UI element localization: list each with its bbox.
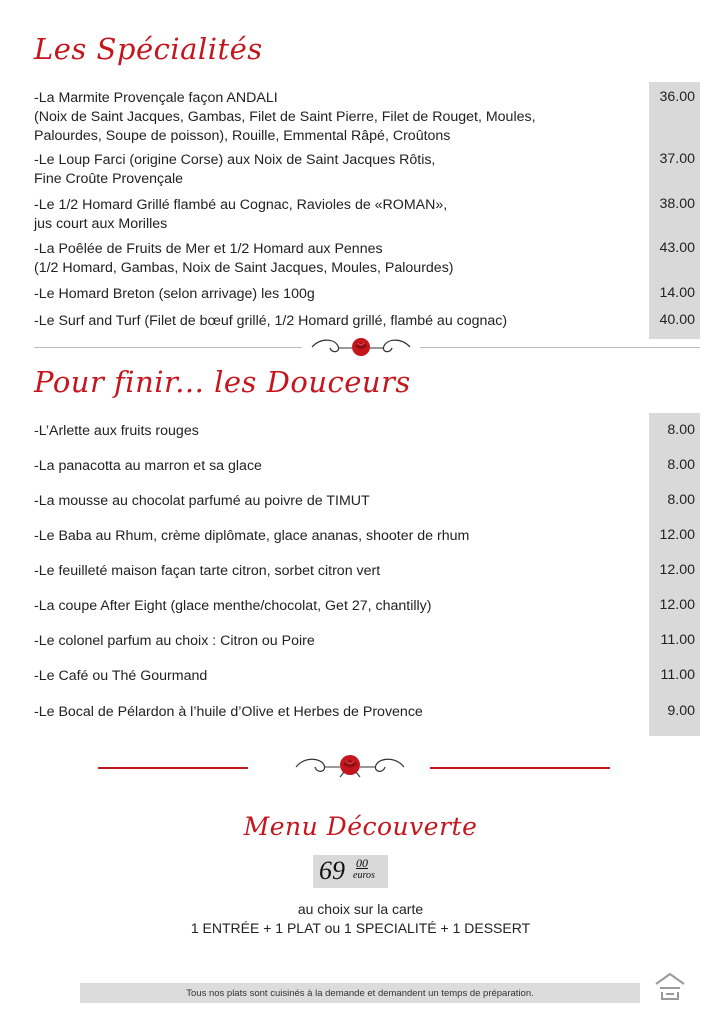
item-price: 8.00 bbox=[667, 492, 695, 508]
list-item bbox=[34, 492, 634, 511]
list-item bbox=[34, 667, 634, 686]
item-name: -Le Homard Breton (selon arrivage) les 100g bbox=[34, 286, 315, 302]
list-item bbox=[34, 240, 634, 278]
menu-line-1: au choix sur la carte bbox=[297, 901, 424, 917]
item-price: 8.00 bbox=[667, 422, 695, 438]
douceurs-title: Pour finir... les Douceurs bbox=[34, 365, 411, 399]
item-name: -La coupe After Eight (glace menthe/chocolat, Get 27, chantilly) bbox=[34, 598, 432, 614]
item-detail: (1/2 Homard, Gambas, Noix de Saint Jacques, Moules, Palourdes) bbox=[34, 260, 454, 276]
list-item bbox=[34, 151, 634, 189]
item-price: 12.00 bbox=[659, 597, 695, 613]
item-price: 38.00 bbox=[659, 196, 695, 212]
menu-decouverte-title: Menu Découverte bbox=[243, 812, 478, 841]
menu-price-badge bbox=[313, 855, 388, 888]
menu-line-2: 1 ENTRÉE + 1 PLAT ou 1 SPECIALITÉ + 1 DESSERT bbox=[190, 920, 531, 936]
item-name: -La Poêlée de Fruits de Mer et 1/2 Homard aux Pennes bbox=[34, 241, 383, 257]
list-item bbox=[34, 196, 634, 234]
item-detail: Palourdes, Soupe de poisson), Rouille, Emmental Râpé, Croûtons bbox=[34, 128, 451, 144]
rose-ornament-icon bbox=[308, 334, 414, 360]
section-divider-right bbox=[430, 767, 610, 769]
item-name: -La mousse au chocolat parfumé au poivre de TIMUT bbox=[34, 493, 370, 509]
list-item bbox=[34, 703, 634, 722]
item-price: 11.00 bbox=[660, 667, 695, 683]
menu-price-unit: euros bbox=[353, 870, 375, 881]
item-price: 43.00 bbox=[659, 240, 695, 256]
footer-note bbox=[80, 983, 640, 1003]
list-item bbox=[34, 562, 634, 581]
section-divider-right bbox=[420, 347, 700, 348]
list-item bbox=[34, 597, 634, 616]
item-price: 8.00 bbox=[667, 457, 695, 473]
house-icon bbox=[652, 970, 688, 1002]
item-name: -Le Bocal de Pélardon à l’huile d’Olive et Herbes de Provence bbox=[34, 704, 423, 720]
item-price: 37.00 bbox=[659, 151, 695, 167]
menu-price-main: 69 bbox=[319, 856, 345, 885]
item-name: -Le Café ou Thé Gourmand bbox=[34, 668, 208, 684]
section-divider-left bbox=[98, 767, 248, 769]
item-name: -Le colonel parfum au choix : Citron ou Poire bbox=[34, 633, 315, 649]
list-item bbox=[34, 457, 634, 476]
item-price: 12.00 bbox=[659, 562, 695, 578]
list-item bbox=[34, 285, 634, 304]
item-name: -Le 1/2 Homard Grillé flambé au Cognac, Ravioles de «ROMAN», bbox=[34, 197, 448, 213]
specialites-title: Les Spécialités bbox=[34, 32, 263, 66]
item-price: 12.00 bbox=[659, 527, 695, 543]
item-price: 14.00 bbox=[659, 285, 695, 301]
list-item bbox=[34, 89, 634, 146]
item-price: 36.00 bbox=[659, 89, 695, 105]
item-detail: Fine Croûte Provençale bbox=[34, 171, 184, 187]
rose-ornament-icon bbox=[290, 752, 410, 780]
item-price: 40.00 bbox=[659, 312, 695, 328]
item-name: -La panacotta au marron et sa glace bbox=[34, 458, 262, 474]
item-detail: jus court aux Morilles bbox=[34, 216, 168, 232]
item-name: -Le feuilleté maison façan tarte citron, sorbet citron vert bbox=[34, 563, 381, 579]
item-price: 11.00 bbox=[660, 632, 695, 648]
list-item bbox=[34, 422, 634, 441]
list-item bbox=[34, 312, 634, 331]
item-price: 9.00 bbox=[667, 703, 695, 719]
item-detail: (Noix de Saint Jacques, Gambas, Filet de Saint Pierre, Filet de Rouget, Moules, bbox=[34, 109, 536, 125]
footer-text: Tous nos plats sont cuisinés à la demande et demandent un temps de préparation. bbox=[186, 987, 534, 999]
list-item bbox=[34, 527, 634, 546]
item-name: -Le Loup Farci (origine Corse) aux Noix de Saint Jacques Rôtis, bbox=[34, 152, 436, 168]
item-name: -Le Surf and Turf (Filet de bœuf grillé, 1/2 Homard grillé, flambé au cognac) bbox=[34, 313, 508, 329]
section-divider-left bbox=[34, 347, 302, 348]
item-name: -Le Baba au Rhum, crème diplômate, glace ananas, shooter de rhum bbox=[34, 528, 470, 544]
item-name: -La Marmite Provençale façon ANDALI bbox=[34, 90, 278, 106]
menu-price-cents: 00 bbox=[356, 856, 368, 870]
item-name: -L’Arlette aux fruits rouges bbox=[34, 423, 199, 439]
list-item bbox=[34, 632, 634, 651]
